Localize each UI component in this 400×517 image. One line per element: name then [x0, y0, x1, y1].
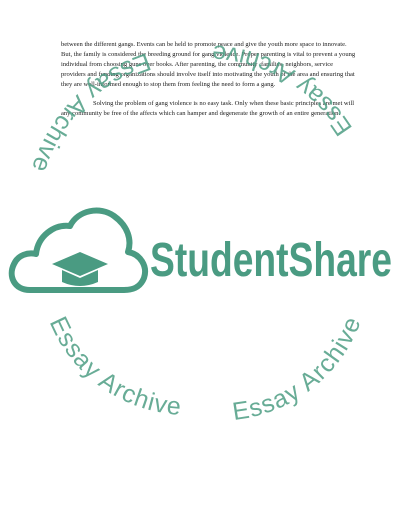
paragraph-2: Solving the problem of gang violence is no easy task. Only when these basic principles are met will any community be free of the affects which can hamper and degenerate the growth of an entire generation. [61, 100, 355, 118]
paragraph-1: between the different gangs. Events can be held to promote peace and give the youth more space to innovate. But, the family is considered the breeding ground for gang violence. Proper parenting is vital to prevent a young individual from choosing guns over books. After parenting, the community :families, neighbors, service providers and funding organizations should involve itself into motivating the youth of the area and ensuring that they are well-informed enough to stop them from feeling the need to form a gang. [61, 41, 356, 88]
studentshare-logo-text: StudentShare [150, 234, 392, 287]
cloud-graduation-cap-icon [12, 211, 145, 290]
essay-archive-arc-top-left: evihcrA yassE [25, 47, 155, 177]
essay-archive-arc-bottom-left: Essay Archive [43, 312, 184, 422]
document-body [61, 40, 357, 119]
essay-archive-arc-top-right: evihcrA yassE [209, 39, 358, 141]
essay-archive-arc-bottom-right: Essay Archive [230, 312, 367, 427]
